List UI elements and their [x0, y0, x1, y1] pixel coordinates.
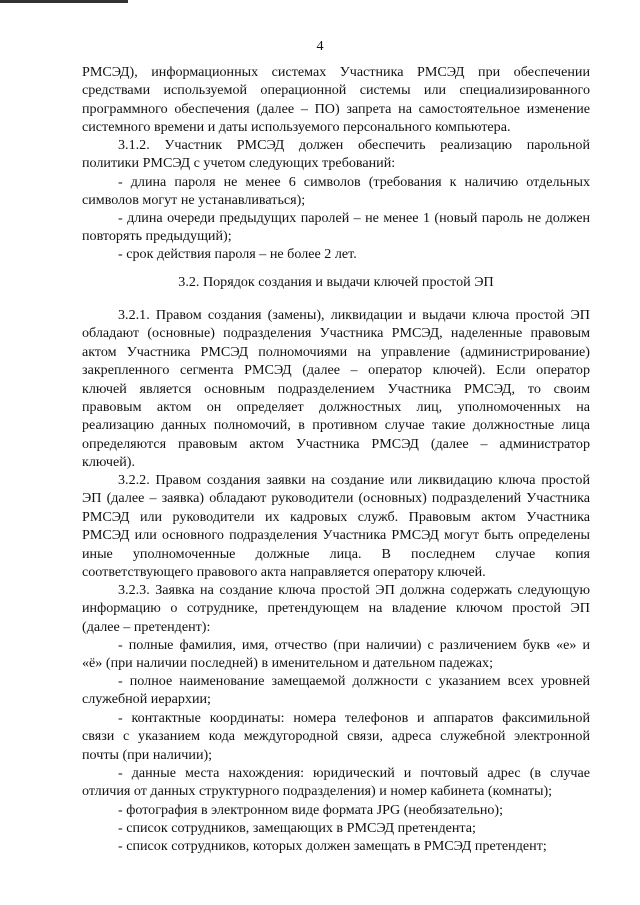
text-line: системного времени и даты используемого персонального компьютера.: [82, 119, 511, 136]
text-line: средствами используемой операционной системы или специализированного: [82, 82, 590, 99]
text-line: 3.2.2. Правом создания заявки на создание или ликвидацию ключа простой: [118, 472, 590, 488]
text-line: повторять предыдущий);: [82, 228, 232, 245]
text-line: РМСЭД), информационных системах Участника РМСЭД при обеспечении: [82, 64, 590, 80]
paragraph: [82, 306, 590, 472]
text-line: - срок действия пароля – не более 2 лет.: [118, 246, 357, 262]
text-line: РМСЭД или основного подразделения Участника РМСЭД могут быть определены: [82, 527, 590, 544]
text-line: 3.2.1. Правом создания (замены), ликвидации и выдачи ключа простой ЭП: [118, 307, 590, 323]
text-line: соответствующего правового акта направляется оператору ключей.: [82, 563, 486, 580]
text-line: почты (при наличии);: [82, 746, 213, 763]
text-line: - длина очереди предыдущих паролей – не менее 1 (новый пароль не должен: [118, 210, 590, 226]
paragraph: [82, 837, 590, 855]
text-line: - список сотрудников, которых должен замещать в РМСЭД претендент;: [118, 838, 547, 854]
paragraph: [82, 636, 590, 673]
text-line: информацию о сотруднике, претендующем на владение ключом простой ЭП: [82, 600, 590, 617]
paragraph: [82, 173, 590, 210]
text-line: актом Участника РМСЭД полномочиями на управление (администрирование): [82, 343, 590, 360]
text-line: ключей является основным подразделением Участника РМСЭД, то своим: [82, 380, 590, 397]
paragraph: [82, 581, 590, 636]
paragraph: [82, 63, 590, 137]
text-line: «ё» (при наличии последней) в именительном и дательном падежах;: [82, 655, 494, 672]
text-line: - фотография в электронном виде формата JPG (необязательно);: [118, 802, 504, 818]
paragraph: [82, 709, 590, 764]
text-line: ключей).: [82, 454, 135, 471]
text-line: закрепленного сегмента РМСЭД (далее – оператор ключей). Если оператор: [82, 362, 590, 379]
text-line: - полные фамилия, имя, отчество (при наличии) с различением букв «е» и: [118, 637, 590, 653]
text-line: - полное наименование замещаемой должности с указанием всех уровней: [118, 673, 590, 689]
text-line: 3.2.3. Заявка на создание ключа простой ЭП должна содержать следующую: [118, 582, 590, 598]
text-line: 3.1.2. Участник РМСЭД должен обеспечить реализацию парольной: [118, 137, 590, 153]
text-line: правовым актом он определяет должностных лиц, уполномоченных на: [82, 398, 590, 415]
text-line: - данные места нахождения: юридический и почтовый адрес (в случае: [118, 765, 590, 781]
paragraph: [82, 801, 590, 819]
text-line: иные уполномоченные должные лица. В последнем случае копия: [82, 545, 590, 562]
text-line: связи с указанием кода междугородной связи, адреса служебной электронной: [82, 728, 590, 745]
text-line: РМСЭД или руководители их кадровых служб. Правовым актом Участника: [82, 508, 590, 525]
text-line: 3.2. Порядок создания и выдачи ключей простой ЭП: [178, 274, 494, 290]
paragraph: [82, 136, 590, 173]
text-line: реализацию данных полномочий, в противном случае такие должностные лица: [82, 417, 590, 434]
text-line: отличия от данных структурного подразделения) и номер кабинета (комнаты);: [82, 783, 553, 800]
text-line: ЭП (далее – заявка) обладают руководители (основных) подразделений Участника: [82, 490, 590, 507]
text-line: политики РМСЭД с учетом следующих требований:: [82, 155, 396, 172]
text-line: - список сотрудников, замещающих в РМСЭД претендента;: [118, 820, 476, 836]
text-line: обладают (основные) подразделения Участника РМСЭД, наделенные правовым: [82, 325, 590, 342]
paragraph: [82, 672, 590, 709]
section-heading: [82, 273, 590, 291]
text-line: символов могут не устанавливаться);: [82, 192, 306, 209]
paragraph: [82, 471, 590, 581]
text-line: определяются правовым актом Участника РМСЭД (далее – администратор: [82, 435, 590, 452]
text-line: (далее – претендент):: [82, 618, 211, 635]
paragraph: [82, 764, 590, 801]
text-line: программного обеспечения (далее – ПО) запрета на самостоятельное изменение: [82, 100, 590, 117]
text-line: - контактные координаты: номера телефонов и аппаратов факсимильной: [118, 710, 590, 726]
page-number: 4: [316, 38, 324, 54]
top-rule: [0, 0, 128, 3]
text-line: - длина пароля не менее 6 символов (требования к наличию отдельных: [118, 174, 590, 190]
paragraph: [82, 245, 590, 263]
text-line: служебной иерархии;: [82, 691, 211, 708]
paragraph: [82, 819, 590, 837]
paragraph: [82, 209, 590, 246]
